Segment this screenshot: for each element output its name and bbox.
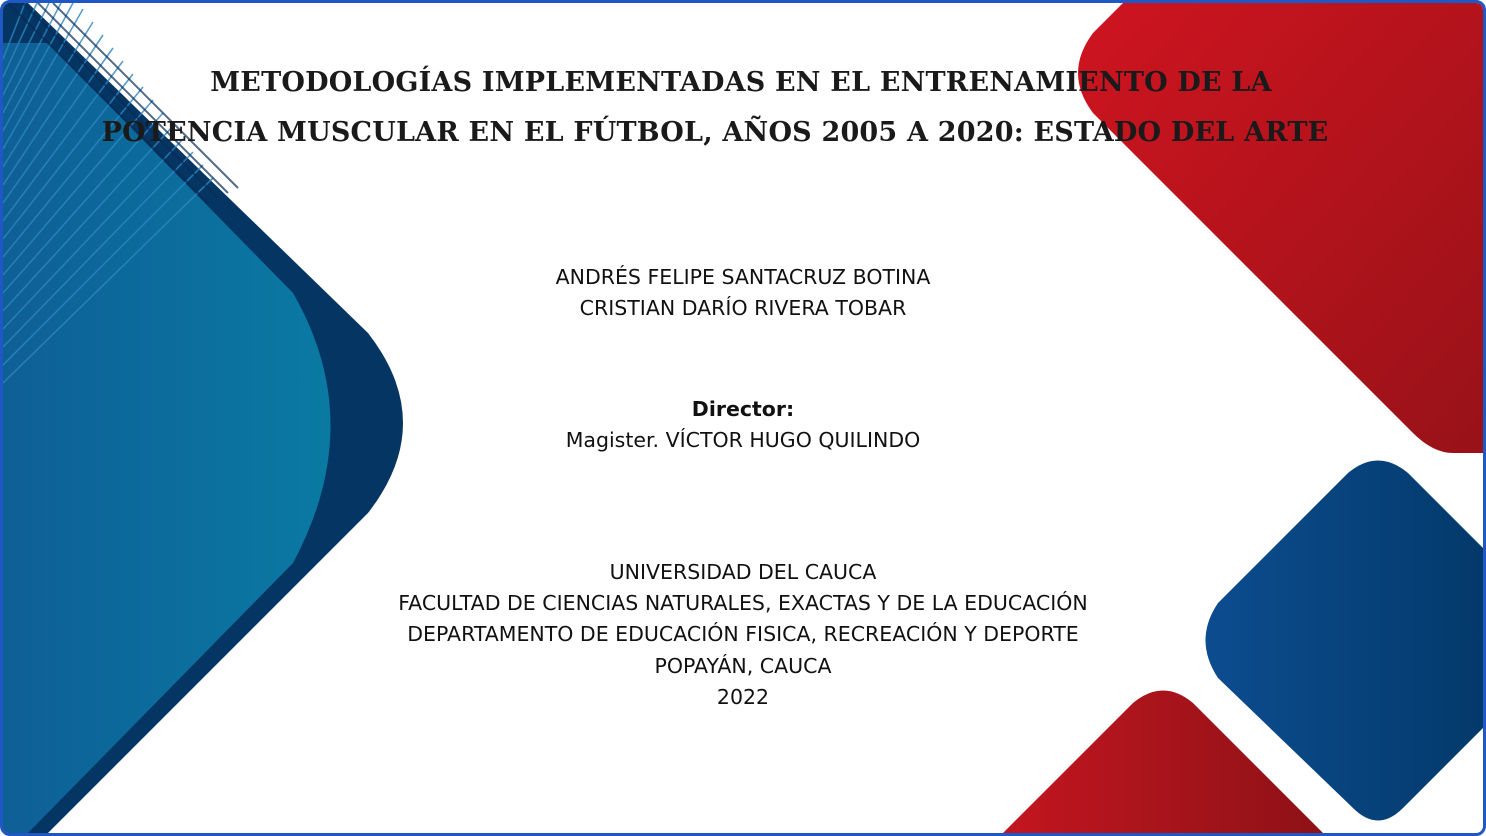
university-name: UNIVERSIDAD DEL CAUCA (609, 560, 877, 584)
author-2: CRISTIAN DARÍO RIVERA TOBAR (579, 296, 907, 320)
faculty-name: FACULTAD DE CIENCIAS NATURALES, EXACTAS Y DE LA EDUCACIÓN (398, 591, 1088, 615)
document-title-line-1: METODOLOGÍAS IMPLEMENTADAS EN EL ENTRENAMIENTO DE LA (210, 67, 1272, 98)
director-label: Director: (691, 397, 795, 421)
year: 2022 (716, 685, 770, 709)
director-name: Magister. VÍCTOR HUGO QUILINDO (565, 428, 921, 452)
author-1: ANDRÉS FELIPE SANTACRUZ BOTINA (555, 265, 931, 289)
city-name: POPAYÁN, CAUCA (654, 654, 832, 678)
department-name: DEPARTAMENTO DE EDUCACIÓN FISICA, RECREACIÓN Y DEPORTE (407, 622, 1079, 646)
document-title-line-2: POTENCIA MUSCULAR EN EL FÚTBOL, AÑOS 2005 A 2020: ESTADO DEL ARTE (101, 117, 1329, 148)
